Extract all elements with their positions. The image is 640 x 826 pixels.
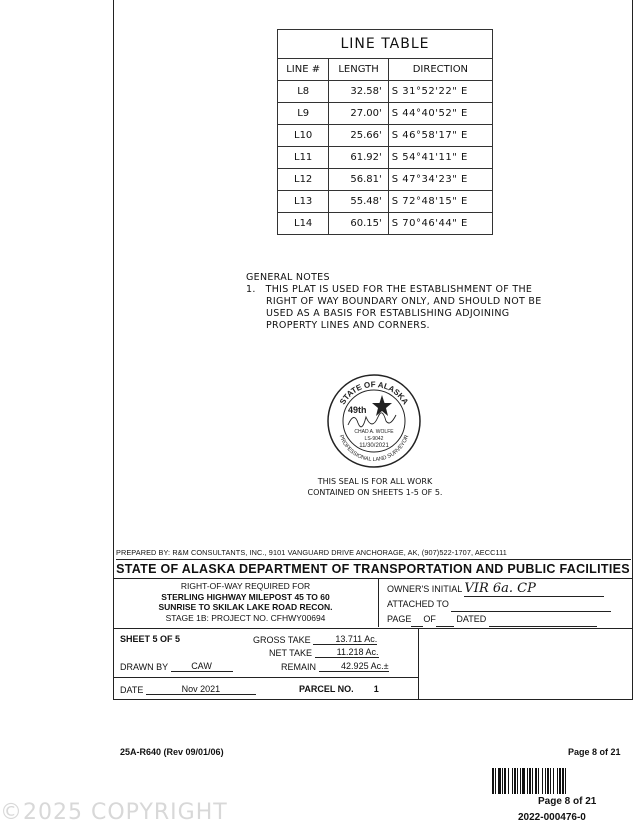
owners-initial-signature: VIR 6a. CP — [464, 581, 604, 597]
prepared-by: PREPARED BY: R&M CONSULTANTS, INC., 9101 VANGUARD DRIVE ANCHORAGE, AK, (907)522-1707, AECC111 — [116, 548, 631, 560]
line-length: 25.66' — [329, 125, 388, 147]
drawn-by-value: CAW — [171, 661, 233, 672]
notes-heading: GENERAL NOTES — [246, 272, 330, 283]
header-direction: DIRECTION — [388, 59, 492, 81]
form-id: 25A-R640 (Rev 09/01/06) — [120, 747, 224, 757]
table-row — [278, 81, 493, 103]
line-id: L8 — [278, 81, 329, 103]
net-take-label: NET TAKE — [269, 648, 313, 658]
line-direction: S 44°40'52" E — [388, 103, 492, 125]
line-direction: S 70°46'44" E — [388, 213, 492, 235]
remain-value: 42.925 Ac.± — [319, 661, 389, 672]
department-title: STATE OF ALASKA DEPARTMENT OF TRANSPORTATION AND PUBLIC FACILITIES — [113, 560, 633, 579]
line-direction: S 72°48'15" E — [388, 191, 492, 213]
parcel — [299, 684, 396, 694]
page-of: Page 8 of 21 — [568, 747, 621, 757]
project-line: STERLING HIGHWAY MILEPOST 45 TO 60 — [161, 591, 330, 602]
line-table — [277, 29, 493, 235]
note-text: THIS PLAT IS USED FOR THE ESTABLISHMENT OF THE RIGHT OF WAY BOUNDARY ONLY, AND SHOULD NOT BE USED AS A BASIS FOR ESTABLISHING ADJOINING PROPERTY LINES AND CORNERS. — [265, 284, 542, 331]
line-id: L9 — [278, 103, 329, 125]
line-id: L14 — [278, 213, 329, 235]
drawn-by-label: DRAWN BY — [120, 662, 169, 672]
parcel-value: 1 — [373, 684, 379, 694]
surveyor-seal — [326, 373, 422, 469]
line-direction: S 54°41'11" E — [388, 147, 492, 169]
line-id: L11 — [278, 147, 329, 169]
sheet-number: SHEET 5 OF 5 — [120, 634, 181, 644]
attached-to-line — [451, 601, 611, 612]
header-line: LINE # — [278, 59, 329, 81]
note-item — [246, 284, 546, 332]
note-number: 1. — [246, 284, 256, 295]
seal-note-line: THIS SEAL IS FOR ALL WORK — [317, 477, 433, 486]
table-row — [278, 213, 493, 235]
remain — [281, 661, 389, 672]
line-table-title: LINE TABLE — [278, 30, 493, 59]
line-length: 61.92' — [329, 147, 388, 169]
line-length: 56.81' — [329, 169, 388, 191]
line-length: 55.48' — [329, 191, 388, 213]
seal-top-text: STATE OF ALASKA — [337, 379, 411, 407]
date — [120, 684, 256, 695]
of-label: OF — [423, 614, 436, 624]
seal-note — [290, 476, 460, 498]
project-info — [113, 579, 379, 627]
parcel-label: PARCEL NO. — [299, 684, 354, 694]
parcel-block — [113, 629, 419, 700]
table-row — [278, 125, 493, 147]
gross-take — [253, 634, 377, 645]
net-take-value: 11.218 Ac. — [315, 647, 379, 658]
owner-info — [387, 581, 627, 627]
date-value: Nov 2021 — [146, 684, 256, 695]
line-direction: S 46°58'17" E — [388, 125, 492, 147]
net-take — [269, 647, 379, 658]
seal-date: 11/30/2021 — [359, 443, 389, 449]
dated-label: DATED — [456, 614, 487, 624]
project-block — [113, 579, 633, 629]
general-notes — [246, 272, 546, 332]
gross-take-label: GROSS TAKE — [253, 635, 311, 645]
table-row — [278, 191, 493, 213]
line-id: L12 — [278, 169, 329, 191]
seal-name: CHAD A. WOLFE — [354, 429, 394, 435]
line-id: L13 — [278, 191, 329, 213]
record-number: 2022-000476-0 — [518, 812, 586, 823]
line-length: 60.15' — [329, 213, 388, 235]
row-required: RIGHT-OF-WAY REQUIRED FOR — [180, 581, 311, 591]
table-row — [278, 103, 493, 125]
seal-license: LS-9042 — [364, 436, 384, 442]
date-label: DATE — [120, 685, 144, 695]
line-length: 32.58' — [329, 81, 388, 103]
table-row — [278, 169, 493, 191]
divider — [113, 677, 418, 678]
stage-project: STAGE 1B: PROJECT NO. CFHWY00694 — [165, 612, 326, 623]
page-label: PAGE — [387, 614, 412, 624]
gross-take-value: 13.711 Ac. — [313, 634, 377, 645]
table-row — [278, 147, 493, 169]
line-length: 27.00' — [329, 103, 388, 125]
barcode — [492, 768, 634, 794]
seal-bottom-text: PROFESSIONAL LAND SURVEYOR — [337, 434, 411, 463]
project-line: SUNRISE TO SKILAK LAKE ROAD RECON. — [158, 602, 333, 612]
seal-number: 49th — [348, 405, 367, 415]
line-direction: S 47°34'23" E — [388, 169, 492, 191]
owners-initial-label: OWNER'S INITIAL — [387, 584, 462, 594]
header-length: LENGTH — [329, 59, 388, 81]
attached-to-label: ATTACHED TO — [387, 599, 449, 609]
seal-note-line: CONTAINED ON SHEETS 1-5 OF 5. — [307, 488, 443, 497]
copyright-watermark: ©2025 COPYRIGHT — [0, 800, 228, 825]
remain-label: REMAIN — [281, 662, 317, 672]
barcode-page: Page 8 of 21 — [538, 796, 597, 807]
line-id: L10 — [278, 125, 329, 147]
line-direction: S 31°52'22" E — [388, 81, 492, 103]
drawn-by — [120, 661, 233, 672]
